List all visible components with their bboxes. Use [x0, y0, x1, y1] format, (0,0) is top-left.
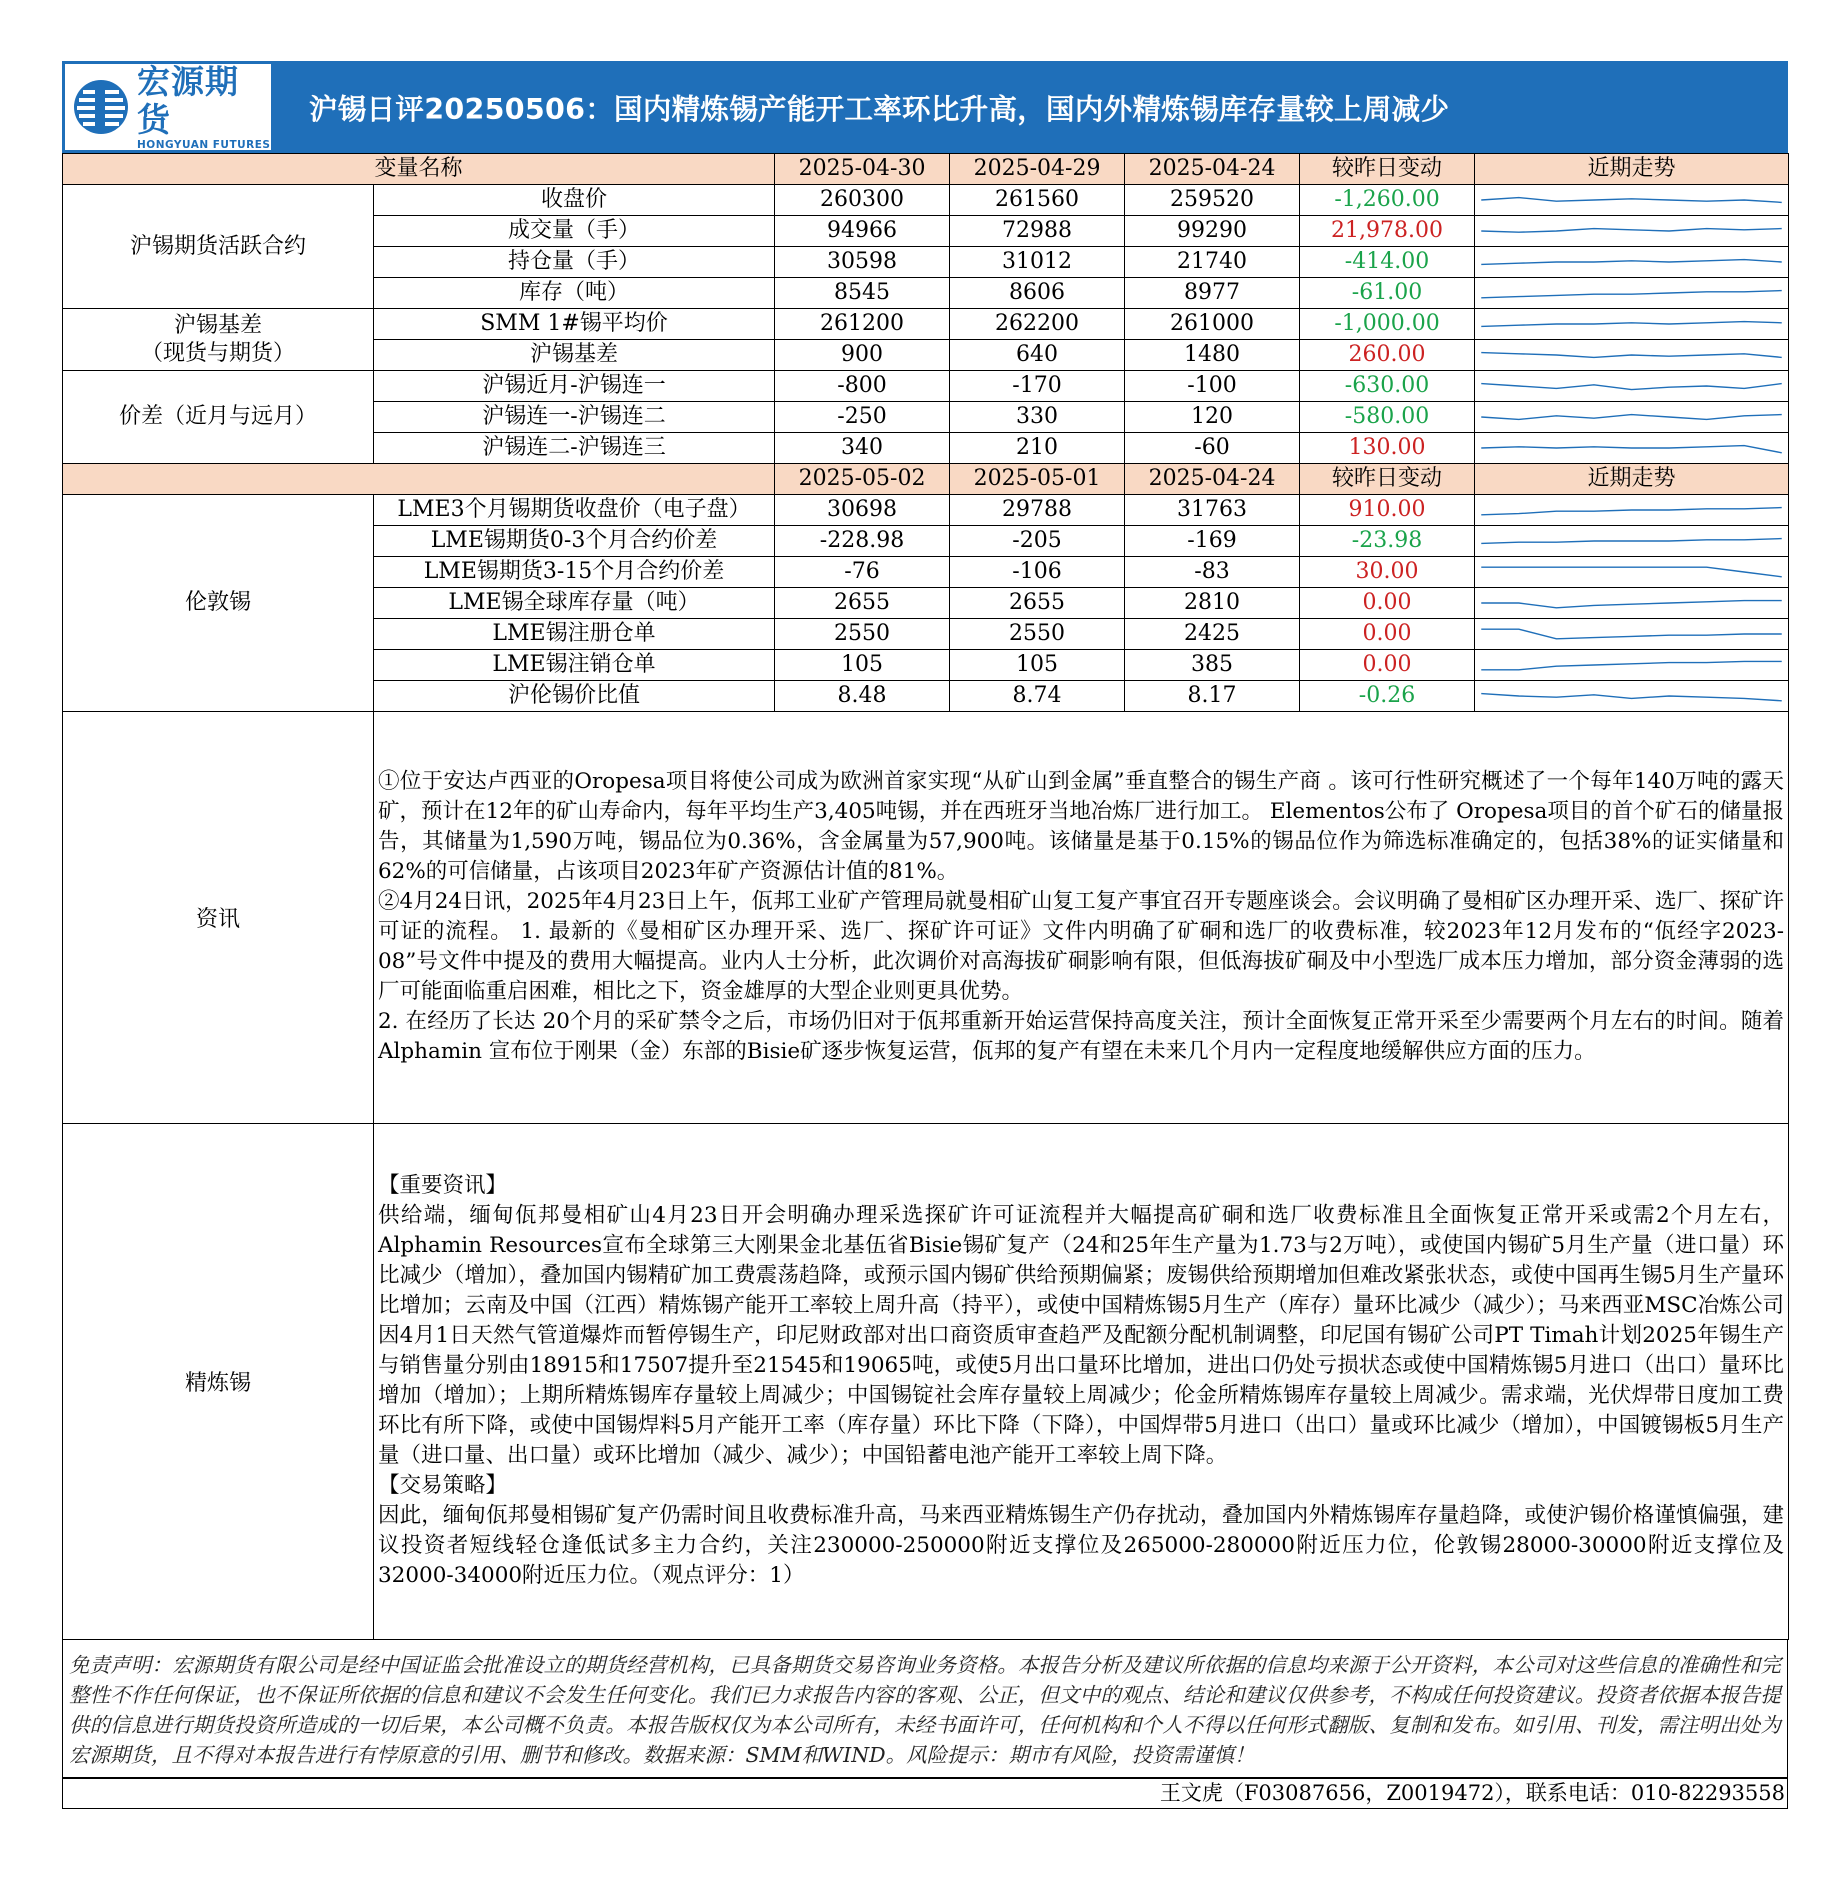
disclaimer: 免责声明：宏源期货有限公司是经中国证监会批准设立的期货经营机构，已具备期货交易咨询业务资格。本报告分析及建议所依据的信息均来源于公开资料，本公司对这些信息的准确性和完整性不作任何保证，也不保证所依据的信息和建议不会发生任何变化。我们已力求报告内容的客观、公正，但文中的观点、结论和建议仅供参考，不构成任何投资建议。投资者依据本报告提供的信息进行期货投资所造成的一切后果，本公司概不负责。本报告版权仅为本公司所有，未经书面许可，任何机构和个人不得以任何形式翻版、复制和发布。如引用、刊发，需注明出处为宏源期货，且不得对本报告进行有悖原意的引用、删节和修改。数据来源：SMM和WIND。风险提示：期市有风险，投资需谨慎！: [62, 1640, 1788, 1779]
value-cell: 8.17: [1125, 681, 1300, 712]
header-cell: 2025-04-24: [1125, 464, 1300, 495]
row-label: 库存（吨）: [374, 278, 775, 309]
row-label: LME锡注册仓单: [374, 619, 775, 650]
trend-sparkline: [1475, 185, 1789, 216]
trend-sparkline: [1475, 402, 1789, 433]
value-cell: 640: [950, 340, 1125, 371]
change-cell: -630.00: [1300, 371, 1475, 402]
value-cell: -228.98: [775, 526, 950, 557]
value-cell: 8606: [950, 278, 1125, 309]
logo-english-name: HONGYUAN FUTURES: [137, 139, 271, 151]
trend-line: [1481, 629, 1781, 639]
trend-sparkline: [1475, 340, 1789, 371]
table-row: [63, 495, 1789, 526]
header-cell: 近期走势: [1475, 154, 1789, 185]
value-cell: 260300: [775, 185, 950, 216]
refined-tin-label: 精炼锡: [63, 1123, 374, 1639]
value-cell: 261560: [950, 185, 1125, 216]
header-cell: 2025-04-30: [775, 154, 950, 185]
trend-line: [1481, 229, 1781, 233]
change-cell: 21,978.00: [1300, 216, 1475, 247]
logo-mark-icon: [73, 76, 129, 138]
value-cell: 340: [775, 433, 950, 464]
trend-line: [1481, 446, 1781, 453]
value-cell: -170: [950, 371, 1125, 402]
value-cell: 105: [950, 650, 1125, 681]
row-group-label-line: 沪锡基差: [173, 312, 262, 338]
value-cell: 21740: [1125, 247, 1300, 278]
value-cell: 8.48: [775, 681, 950, 712]
header-cell: 较昨日变动: [1300, 154, 1475, 185]
row-label: LME锡期货0-3个月合约价差: [374, 526, 775, 557]
value-cell: 262200: [950, 309, 1125, 340]
value-cell: 72988: [950, 216, 1125, 247]
value-cell: -205: [950, 526, 1125, 557]
value-cell: 30698: [775, 495, 950, 526]
analyst-contact: 王文虎（F03087656，Z0019472），联系电话：010-82293558: [62, 1777, 1788, 1809]
value-cell: -83: [1125, 557, 1300, 588]
value-cell: 94966: [775, 216, 950, 247]
trend-sparkline: [1475, 495, 1789, 526]
change-cell: -23.98: [1300, 526, 1475, 557]
trend-sparkline: [1475, 557, 1789, 588]
value-cell: 8545: [775, 278, 950, 309]
trend-sparkline: [1475, 278, 1789, 309]
news-paragraph: ②4月24日讯，2025年4月23日上午，佤邦工业矿产管理局就曼相矿山复工复产事宜召开专题座谈会。会议明确了曼相矿区办理开采、选厂、探矿许可证的流程。 1. 最新的《曼相矿区办理开采、选厂、探矿许可证》文件内明确了矿硐和选厂的收费标准，较2023年12月发布的“佤经字2023-08”号文件中提及的费用大幅提高。业内人士分析，此次调价对高海拔矿硐影响有限，但低海拔矿硐及中小型选厂成本压力增加，部分资金薄弱的选厂可能面临重启困难，相比之下，资金雄厚的大型企业则更具优势。: [378, 889, 1784, 1004]
value-cell: 31763: [1125, 495, 1300, 526]
trend-line: [1481, 198, 1781, 203]
value-cell: 99290: [1125, 216, 1300, 247]
trend-line: [1481, 384, 1781, 390]
table-row: [63, 309, 1789, 340]
trend-sparkline: [1475, 526, 1789, 557]
trend-sparkline: [1475, 681, 1789, 712]
change-cell: -1,000.00: [1300, 309, 1475, 340]
value-cell: 2550: [950, 619, 1125, 650]
change-cell: 0.00: [1300, 588, 1475, 619]
trend-sparkline: [1475, 371, 1789, 402]
row-label: LME锡期货3-15个月合约价差: [374, 557, 775, 588]
change-cell: -0.26: [1300, 681, 1475, 712]
trend-sparkline: [1475, 433, 1789, 464]
trend-line: [1481, 539, 1781, 544]
table-header-row: [63, 464, 1789, 495]
row-label: 收盘价: [374, 185, 775, 216]
logo-chinese-name: 宏源期货: [137, 62, 239, 139]
row-label: 持仓量（手）: [374, 247, 775, 278]
header-variable-name: [63, 464, 775, 495]
value-cell: 385: [1125, 650, 1300, 681]
refined-tin-section: [63, 1123, 1789, 1639]
trend-line: [1481, 661, 1781, 669]
value-cell: -169: [1125, 526, 1300, 557]
trend-sparkline: [1475, 309, 1789, 340]
value-cell: 2550: [775, 619, 950, 650]
trend-line: [1481, 601, 1781, 608]
news-paragraph: 2. 在经历了长达 20个月的采矿禁令之后，市场仍旧对于佤邦重新开始运营保持高度关注，预计全面恢复正常开采至少需要两个月左右的时间。随着 Alphamin 宣布位于刚果（金）东部的Bisie矿逐步恢复运营，佤邦的复产有望在未来几个月内一定程度地缓解供应方面的压力。: [378, 1009, 1784, 1064]
value-cell: 2425: [1125, 619, 1300, 650]
value-cell: 2655: [950, 588, 1125, 619]
value-cell: -76: [775, 557, 950, 588]
header-cell: 2025-05-01: [950, 464, 1125, 495]
news-label: 资讯: [63, 711, 374, 1123]
header-variable-name: 变量名称: [63, 154, 775, 185]
row-label: LME锡注销仓单: [374, 650, 775, 681]
header-cell: 较昨日变动: [1300, 464, 1475, 495]
row-label: 沪锡基差: [374, 340, 775, 371]
row-label: 沪锡连二-沪锡连三: [374, 433, 775, 464]
value-cell: 120: [1125, 402, 1300, 433]
change-cell: -61.00: [1300, 278, 1475, 309]
change-cell: 130.00: [1300, 433, 1475, 464]
refined-tin-content: [374, 1123, 1789, 1639]
value-cell: 261000: [1125, 309, 1300, 340]
change-cell: 910.00: [1300, 495, 1475, 526]
company-logo: [65, 64, 271, 150]
value-cell: 29788: [950, 495, 1125, 526]
trend-sparkline: [1475, 650, 1789, 681]
header-cell: 2025-04-29: [950, 154, 1125, 185]
row-group-label: 沪锡期货活跃合约: [63, 185, 374, 309]
value-cell: 31012: [950, 247, 1125, 278]
trading-strategy-title: 【交易策略】: [378, 1473, 508, 1498]
value-cell: 30598: [775, 247, 950, 278]
news-paragraph: ①位于安达卢西亚的Oropesa项目将使公司成为欧洲首家实现“从矿山到金属”垂直整合的锡生产商 。该可行性研究概述了一个每年140万吨的露天矿，预计在12年的矿山寿命内，每年平均生产3,405吨锡，并在西班牙当地冶炼厂进行加工。 Elementos公布了 Oropesa项目的首个矿石的储量报告，其储量为1,590万吨，锡品位为0.36%，含金属量为57,900吨。该储量是基于0.15%的锡品位作为筛选标准确定的，包括38%的证实储量和62%的可信储量，占该项目2023年矿产资源估计值的81%。: [378, 769, 1784, 884]
report: [62, 61, 1788, 1809]
value-cell: -106: [950, 557, 1125, 588]
row-group-label: [63, 309, 374, 371]
news-section: [63, 711, 1789, 1123]
trend-sparkline: [1475, 588, 1789, 619]
important-news-text: 供给端，缅甸佤邦曼相矿山4月23日开会明确办理采选探矿许可证流程并大幅提高矿硐和选厂收费标准且全面恢复正常开采或需2个月左右，Alphamin Resources宣布全球第三大刚果金北基伍省Bisie锡矿复产（24和25年生产量为1.73与2万吨），或使国内锡矿5月生产量（进口量）环比减少（增加），叠加国内锡精矿加工费震荡趋降，或预示国内锡矿供给预期偏紧；废锡供给预期增加但难改紧张状态，或使中国再生锡5月生产量环比增加；云南及中国（江西）精炼锡产能开工率较上周升高（持平），或使中国精炼锡5月生产（库存）量环比减少（减少）；马来西亚MSC冶炼公司因4月1日天然气管道爆炸而暂停锡生产，印尼财政部对出口商资质审查趋严及配额分配机制调整，印尼国有锡矿公司PT Timah计划2025年锡生产与销售量分别由18915和17507提升至21545和19065吨，或使5月出口量环比增加，进出口仍处亏损状态或使中国精炼锡5月进口（出口）量环比增加（增加）；上期所精炼锡库存量较上周减少；中国锡锭社会库存量较上周减少；伦金所精炼锡库存量较上周减少。需求端，光伏焊带日度加工费环比有所下降，或使中国锡焊料5月产能开工率（库存量）环比下降（下降），中国焊带5月进口（出口）量或环比减少（增加），中国镀锡板5月生产量（进口量、出口量）或环比增加（减少、减少）；中国铅蓄电池产能开工率较上周下降。: [378, 1203, 1784, 1468]
value-cell: 8977: [1125, 278, 1300, 309]
value-cell: 2655: [775, 588, 950, 619]
value-cell: 8.74: [950, 681, 1125, 712]
trend-sparkline: [1475, 247, 1789, 278]
trend-line: [1481, 508, 1781, 515]
table-row: [63, 185, 1789, 216]
report-header: [62, 61, 1788, 153]
row-label: SMM 1#锡平均价: [374, 309, 775, 340]
row-label: 沪伦锡价比值: [374, 681, 775, 712]
change-cell: -580.00: [1300, 402, 1475, 433]
row-group-label-line: （现货与期货）: [140, 340, 295, 366]
row-group-label: 伦敦锡: [63, 495, 374, 712]
change-cell: 260.00: [1300, 340, 1475, 371]
row-label: 沪锡连一-沪锡连二: [374, 402, 775, 433]
value-cell: 210: [950, 433, 1125, 464]
commentary-table: [62, 711, 1789, 1640]
row-label: 沪锡近月-沪锡连一: [374, 371, 775, 402]
report-title: 沪锡日评20250506：国内精炼锡产能开工率环比升高，国内外精炼锡库存量较上周减少: [309, 92, 1450, 126]
table-row: [63, 371, 1789, 402]
change-cell: 30.00: [1300, 557, 1475, 588]
change-cell: 0.00: [1300, 650, 1475, 681]
value-cell: 261200: [775, 309, 950, 340]
news-content: [374, 711, 1789, 1123]
value-cell: -60: [1125, 433, 1300, 464]
trend-line: [1481, 322, 1781, 327]
header-cell: 2025-04-24: [1125, 154, 1300, 185]
data-table: [62, 153, 1789, 712]
value-cell: 330: [950, 402, 1125, 433]
change-cell: -414.00: [1300, 247, 1475, 278]
trend-sparkline: [1475, 216, 1789, 247]
value-cell: 1480: [1125, 340, 1300, 371]
change-cell: -1,260.00: [1300, 185, 1475, 216]
trend-line: [1481, 291, 1781, 298]
trend-line: [1481, 567, 1781, 577]
trend-line: [1481, 415, 1781, 420]
value-cell: -250: [775, 402, 950, 433]
trend-line: [1481, 694, 1781, 701]
trading-strategy-text: 因此，缅甸佤邦曼相锡矿复产仍需时间且收费标准升高，马来西亚精炼锡生产仍存扰动，叠加国内外精炼锡库存量趋降，或使沪锡价格谨慎偏强，建议投资者短线轻仓逢低试多主力合约，关注230000-250000附近支撑位及265000-280000附近压力位，伦敦锡28000-30000附近支撑位及32000-34000附近压力位。（观点评分：1）: [378, 1503, 1784, 1588]
value-cell: -100: [1125, 371, 1300, 402]
row-label: LME3个月锡期货收盘价（电子盘）: [374, 495, 775, 526]
trend-line: [1481, 353, 1781, 358]
value-cell: 259520: [1125, 185, 1300, 216]
value-cell: 900: [775, 340, 950, 371]
trend-line: [1481, 260, 1781, 265]
header-cell: 近期走势: [1475, 464, 1789, 495]
important-news-title: 【重要资讯】: [378, 1173, 508, 1198]
header-cell: 2025-05-02: [775, 464, 950, 495]
value-cell: 2810: [1125, 588, 1300, 619]
table-header-row: [63, 154, 1789, 185]
row-label: LME锡全球库存量（吨）: [374, 588, 775, 619]
value-cell: -800: [775, 371, 950, 402]
row-label: 成交量（手）: [374, 216, 775, 247]
row-group-label: 价差（近月与远月）: [63, 371, 374, 464]
value-cell: 105: [775, 650, 950, 681]
change-cell: 0.00: [1300, 619, 1475, 650]
trend-sparkline: [1475, 619, 1789, 650]
